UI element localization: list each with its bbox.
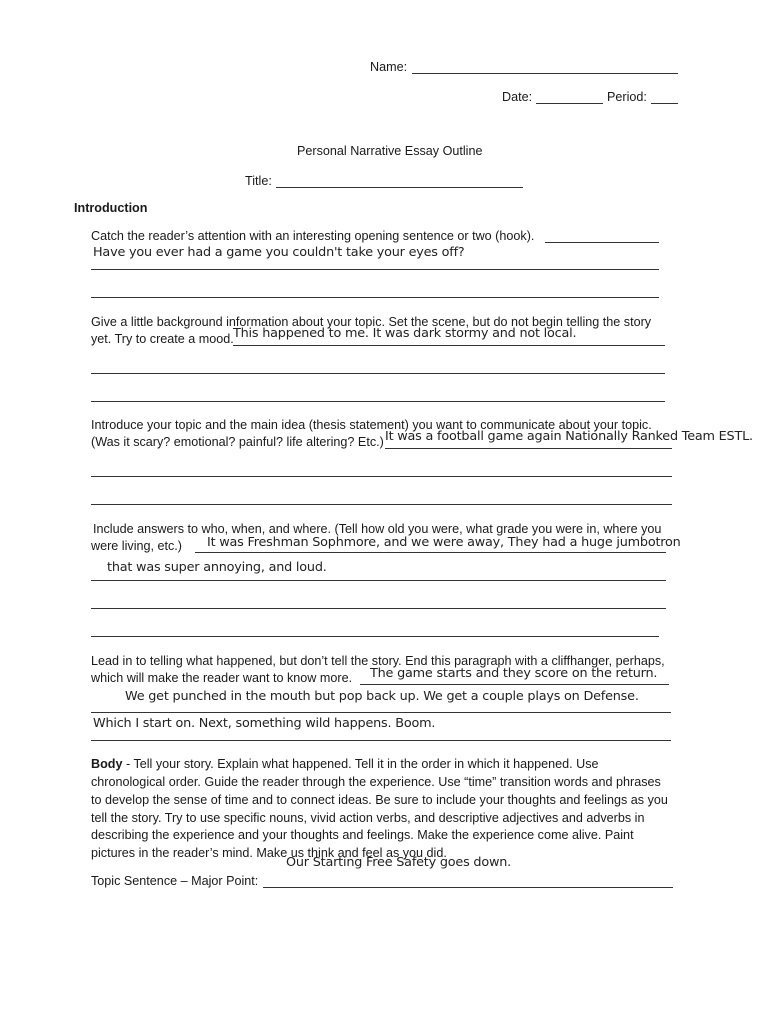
lead-answer-1: The game starts and they score on the return. bbox=[370, 666, 658, 681]
name-line[interactable] bbox=[412, 73, 678, 74]
document-title: Personal Narrative Essay Outline bbox=[297, 144, 483, 158]
hook-answer: Have you ever had a game you couldn't take your eyes off? bbox=[93, 245, 465, 260]
date-label: Date: bbox=[502, 90, 533, 104]
lead-answer-2: We get punched in the mouth but pop back up. We get a couple plays on Defense. bbox=[125, 689, 639, 704]
body-paragraph-line-6: pictures in the reader’s mind. Make us think and feel as you did. bbox=[91, 846, 447, 860]
period-line[interactable] bbox=[651, 103, 678, 104]
who-line-3[interactable] bbox=[91, 636, 659, 637]
topic-prompt-2: (Was it scary? emotional? painful? life altering? Etc.) bbox=[91, 435, 384, 449]
body-intro-text: - Tell your story. Explain what happened. Tell it in the order in which it happened. Use bbox=[122, 757, 599, 771]
background-answer: This happened to me. It was dark stormy and not local. bbox=[233, 326, 577, 341]
lead-line-1[interactable] bbox=[91, 712, 671, 713]
hook-prompt: Catch the reader’s attention with an interesting opening sentence or two (hook). bbox=[91, 229, 535, 243]
topic-sentence-line[interactable] bbox=[263, 887, 673, 888]
body-paragraph-line-5: describing the experience and your thoughts and feelings. Make the experience come alive. Paint bbox=[91, 828, 634, 842]
hook-line-1[interactable] bbox=[91, 269, 659, 270]
background-prompt-2: yet. Try to create a mood. bbox=[91, 332, 234, 346]
who-line-0[interactable] bbox=[195, 552, 666, 553]
title-line[interactable] bbox=[276, 187, 523, 188]
background-line-0[interactable] bbox=[233, 345, 665, 346]
topic-line-1[interactable] bbox=[91, 476, 672, 477]
who-prompt-2: were living, etc.) bbox=[91, 539, 182, 553]
who-answer-1: It was Freshman Sophmore, and we were away, They had a huge jumbotron bbox=[207, 535, 681, 550]
body-paragraph-line-2: chronological order. Guide the reader through the experience. Use “time” transition words and phrases bbox=[91, 775, 661, 789]
background-line-1[interactable] bbox=[91, 373, 665, 374]
body-paragraph-line-1 bbox=[91, 756, 599, 772]
lead-line-0[interactable] bbox=[360, 684, 669, 685]
topic-answer: It was a football game again Nationally Ranked Team ESTL. bbox=[385, 429, 753, 444]
topic-line-0[interactable] bbox=[385, 448, 672, 449]
lead-line-2[interactable] bbox=[91, 740, 671, 741]
body-heading: Body bbox=[91, 757, 123, 771]
body-topic-answer: Our Starting Free Safety goes down. bbox=[286, 855, 512, 870]
background-prompt-1: Give a little background information about your topic. Set the scene, but do not begin telling the story bbox=[91, 315, 652, 329]
who-prompt-1: Include answers to who, when, and where. (Tell how old you were, what grade you were in, where you bbox=[93, 522, 662, 536]
background-line-2[interactable] bbox=[91, 401, 665, 402]
topic-sentence-label: Topic Sentence – Major Point: bbox=[91, 874, 259, 888]
hook-line-0[interactable] bbox=[545, 242, 659, 243]
hook-line-2[interactable] bbox=[91, 297, 659, 298]
title-label: Title: bbox=[245, 174, 272, 188]
lead-prompt-1: Lead in to telling what happened, but don’t tell the story. End this paragraph with a cliffhanger, perhaps, bbox=[91, 654, 665, 668]
date-line[interactable] bbox=[536, 103, 603, 104]
name-label: Name: bbox=[370, 60, 408, 74]
topic-line-2[interactable] bbox=[91, 504, 672, 505]
who-line-2[interactable] bbox=[91, 608, 666, 609]
body-paragraph-line-4: tell the story. Try to use specific nouns, vivid action verbs, and descriptive adjectives and adverbs in bbox=[91, 811, 645, 825]
topic-prompt-1: Introduce your topic and the main idea (thesis statement) you want to communicate about your topic. bbox=[91, 418, 652, 432]
lead-prompt-2: which will make the reader want to know more. bbox=[91, 671, 353, 685]
period-label: Period: bbox=[607, 90, 647, 104]
lead-answer-3: Which I start on. Next, something wild happens. Boom. bbox=[93, 716, 436, 731]
body-paragraph-line-3: to develop the sense of time and to connect ideas. Be sure to include your thoughts and feelings as you bbox=[91, 793, 668, 807]
who-line-1[interactable] bbox=[91, 580, 666, 581]
introduction-heading: Introduction bbox=[74, 201, 148, 215]
who-answer-2: that was super annoying, and loud. bbox=[107, 560, 327, 575]
